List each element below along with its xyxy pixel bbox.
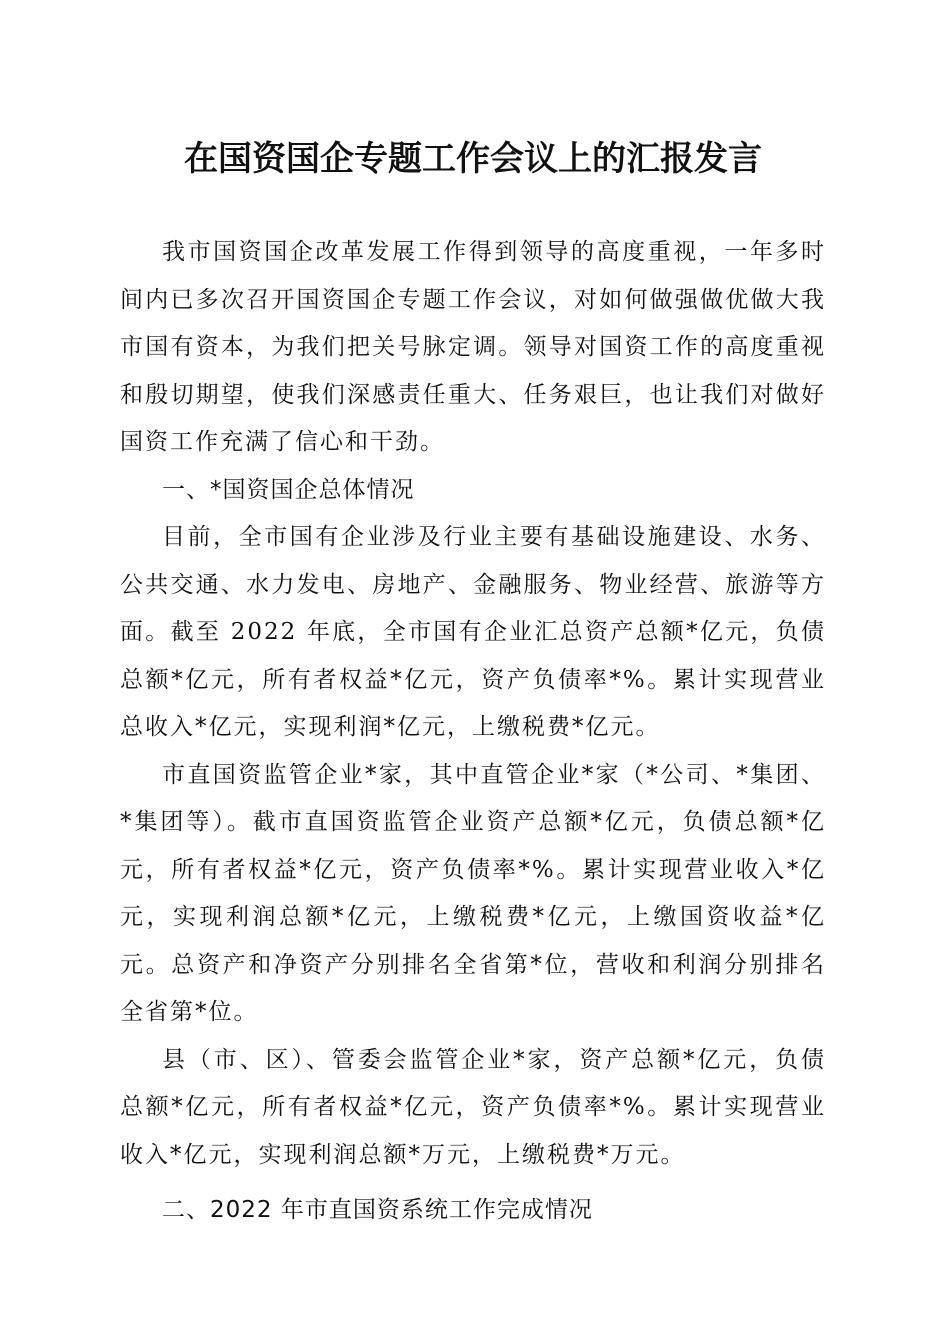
- section-heading-2: 二、2022 年市直国资系统工作完成情况: [162, 1197, 593, 1223]
- section1-paragraph-2: 市直国资监管企业*家，其中直管企业*家（*公司、*集团、*集团等）。截市直国资监管企业资产总额*亿元，负债总额*亿元，所有者权益*亿元，资产负债率*%。累计实现营业收入*亿元，实现利润总额*亿元，上缴税费*亿元，上缴国资收益*亿元。总资产和净资产分别排名全省第*位，营收和利润分别排名全省第*位。: [120, 761, 826, 1025]
- intro-paragraph: 我市国资国企改革发展工作得到领导的高度重视，一年多时间内已多次召开国资国企专题工作会议，对如何做强做优做大我市国有资本，为我们把关号脉定调。领导对国资工作的高度重视和殷切期望，使我们深感责任重大、任务艰巨，也让我们对做好国资工作充满了信心和干劲。: [120, 239, 826, 455]
- document-body: [120, 229, 826, 1235]
- section1-paragraph-3: 县（市、区）、管委会监管企业*家，资产总额*亿元，负债总额*亿元，所有者权益*亿元，资产负债率*%。累计实现营业收入*亿元，实现利润总额*万元，上缴税费*万元。: [120, 1046, 826, 1168]
- document-title: 在国资国企专题工作会议上的汇报发言: [184, 139, 762, 179]
- spacer: [120, 1179, 826, 1187]
- section-heading-1: 一、*国资国企总体情况: [162, 476, 415, 503]
- section1-paragraph-1: 目前，全市国有企业涉及行业主要有基础设施建设、水务、公共交通、水力发电、房地产、金融服务、物业经营、旅游等方面。截至 2022 年底，全市国有企业汇总资产总额*亿元，负债总额*亿元，所有者权益*亿元，资产负债率*%。累计实现营业总收入*亿元，实现利润*亿元，上缴税费*亿元。: [120, 524, 826, 740]
